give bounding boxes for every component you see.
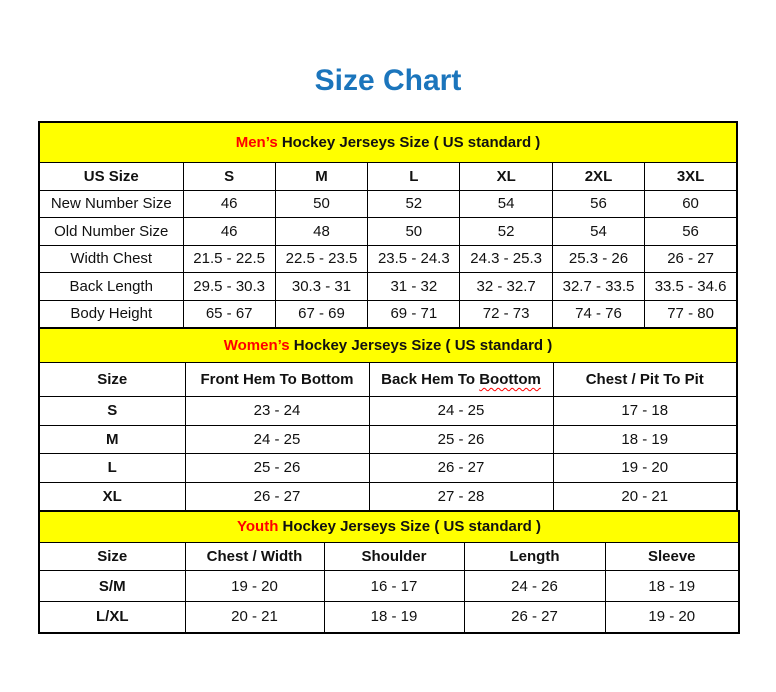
column-header: Front Hem To Bottom	[185, 363, 369, 397]
table-cell: 24 - 25	[369, 397, 553, 426]
table-cell: 26 - 27	[185, 482, 369, 511]
column-header: Size	[39, 363, 185, 397]
table-cell: 23 - 24	[185, 397, 369, 426]
table-cell: 18 - 19	[324, 602, 464, 633]
table-cell: 60	[645, 190, 737, 218]
table-cell: 56	[645, 218, 737, 246]
column-header: Size	[39, 543, 185, 571]
youth-banner	[39, 511, 739, 543]
table-cell: 19 - 20	[553, 454, 737, 483]
column-header: Sleeve	[605, 543, 739, 571]
table-cell: 27 - 28	[369, 482, 553, 511]
mens-size-table	[38, 121, 738, 329]
column-header: US Size	[39, 162, 183, 190]
table-cell: 24 - 25	[185, 425, 369, 454]
table-row	[39, 482, 737, 511]
table-cell: 30.3 - 31	[275, 273, 367, 301]
column-header: Shoulder	[324, 543, 464, 571]
table-cell: 26 - 27	[645, 245, 737, 273]
row-label: M	[39, 425, 185, 454]
table-cell: 32 - 32.7	[460, 273, 552, 301]
table-cell: 26 - 27	[369, 454, 553, 483]
table-cell: 33.5 - 34.6	[645, 273, 737, 301]
column-header-text: Back Hem To	[381, 371, 476, 388]
table-cell: 24.3 - 25.3	[460, 245, 552, 273]
size-chart	[38, 121, 738, 634]
youth-banner-text: Hockey Jerseys Size ( US standard )	[282, 518, 541, 536]
womens-banner	[39, 328, 737, 363]
table-cell: 26 - 27	[464, 602, 605, 633]
table-cell: 25 - 26	[369, 425, 553, 454]
table-cell: 50	[275, 190, 367, 218]
column-header: 2XL	[552, 162, 644, 190]
table-cell: 20 - 21	[185, 602, 324, 633]
column-header: 3XL	[645, 162, 737, 190]
table-cell: 50	[368, 218, 460, 246]
table-row	[39, 190, 737, 218]
table-row	[39, 425, 737, 454]
youth-size-table	[38, 510, 740, 634]
table-cell: 25.3 - 26	[552, 245, 644, 273]
table-cell: 67 - 69	[275, 300, 367, 328]
table-cell: 16 - 17	[324, 571, 464, 602]
table-cell: 54	[460, 190, 552, 218]
table-cell: 46	[183, 218, 275, 246]
table-cell: 17 - 18	[553, 397, 737, 426]
womens-banner-highlight: Women’s	[223, 336, 290, 354]
table-cell: 21.5 - 22.5	[183, 245, 275, 273]
column-header: Chest / Width	[185, 543, 324, 571]
row-label: Back Length	[39, 273, 183, 301]
table-row	[39, 397, 737, 426]
table-cell: 19 - 20	[605, 602, 739, 633]
table-row	[39, 273, 737, 301]
table-row	[39, 454, 737, 483]
column-header: L	[368, 162, 460, 190]
table-cell: 74 - 76	[552, 300, 644, 328]
column-header: XL	[460, 162, 552, 190]
table-cell: 18 - 19	[605, 571, 739, 602]
table-cell: 52	[368, 190, 460, 218]
table-cell: 48	[275, 218, 367, 246]
table-cell: 65 - 67	[183, 300, 275, 328]
table-row	[39, 300, 737, 328]
column-header: S	[183, 162, 275, 190]
table-cell: 19 - 20	[185, 571, 324, 602]
row-label: L/XL	[39, 602, 185, 633]
row-label: L	[39, 454, 185, 483]
table-cell: 22.5 - 23.5	[275, 245, 367, 273]
table-cell: 56	[552, 190, 644, 218]
table-cell: 32.7 - 33.5	[552, 273, 644, 301]
table-row	[39, 218, 737, 246]
womens-banner-text: Hockey Jerseys Size ( US standard )	[293, 336, 553, 354]
table-cell: 20 - 21	[553, 482, 737, 511]
table-cell: 46	[183, 190, 275, 218]
table-row	[39, 571, 739, 602]
table-cell: 23.5 - 24.3	[368, 245, 460, 273]
row-label: Body Height	[39, 300, 183, 328]
table-cell: 52	[460, 218, 552, 246]
row-label: S	[39, 397, 185, 426]
mens-banner	[39, 122, 737, 162]
column-header: Length	[464, 543, 605, 571]
table-cell: 31 - 32	[368, 273, 460, 301]
table-cell: 54	[552, 218, 644, 246]
page-title: Size Chart	[314, 64, 462, 97]
table-cell: 72 - 73	[460, 300, 552, 328]
table-row	[39, 245, 737, 273]
womens-size-table	[38, 327, 738, 512]
table-row	[39, 602, 739, 633]
table-cell: 29.5 - 30.3	[183, 273, 275, 301]
table-cell: 18 - 19	[553, 425, 737, 454]
youth-banner-highlight: Youth	[237, 518, 279, 536]
column-header: Chest / Pit To Pit	[553, 363, 737, 397]
column-header: M	[275, 162, 367, 190]
table-cell: 24 - 26	[464, 571, 605, 602]
row-label: Old Number Size	[39, 218, 183, 246]
row-label: S/M	[39, 571, 185, 602]
misspelled-word-underline: Boottom	[479, 371, 541, 388]
table-cell: 77 - 80	[645, 300, 737, 328]
mens-banner-highlight: Men’s	[235, 133, 278, 151]
table-cell: 69 - 71	[368, 300, 460, 328]
row-label: Width Chest	[39, 245, 183, 273]
row-label: XL	[39, 482, 185, 511]
mens-banner-text: Hockey Jerseys Size ( US standard )	[281, 133, 541, 151]
column-header	[369, 363, 553, 397]
row-label: New Number Size	[39, 190, 183, 218]
table-cell: 25 - 26	[185, 454, 369, 483]
